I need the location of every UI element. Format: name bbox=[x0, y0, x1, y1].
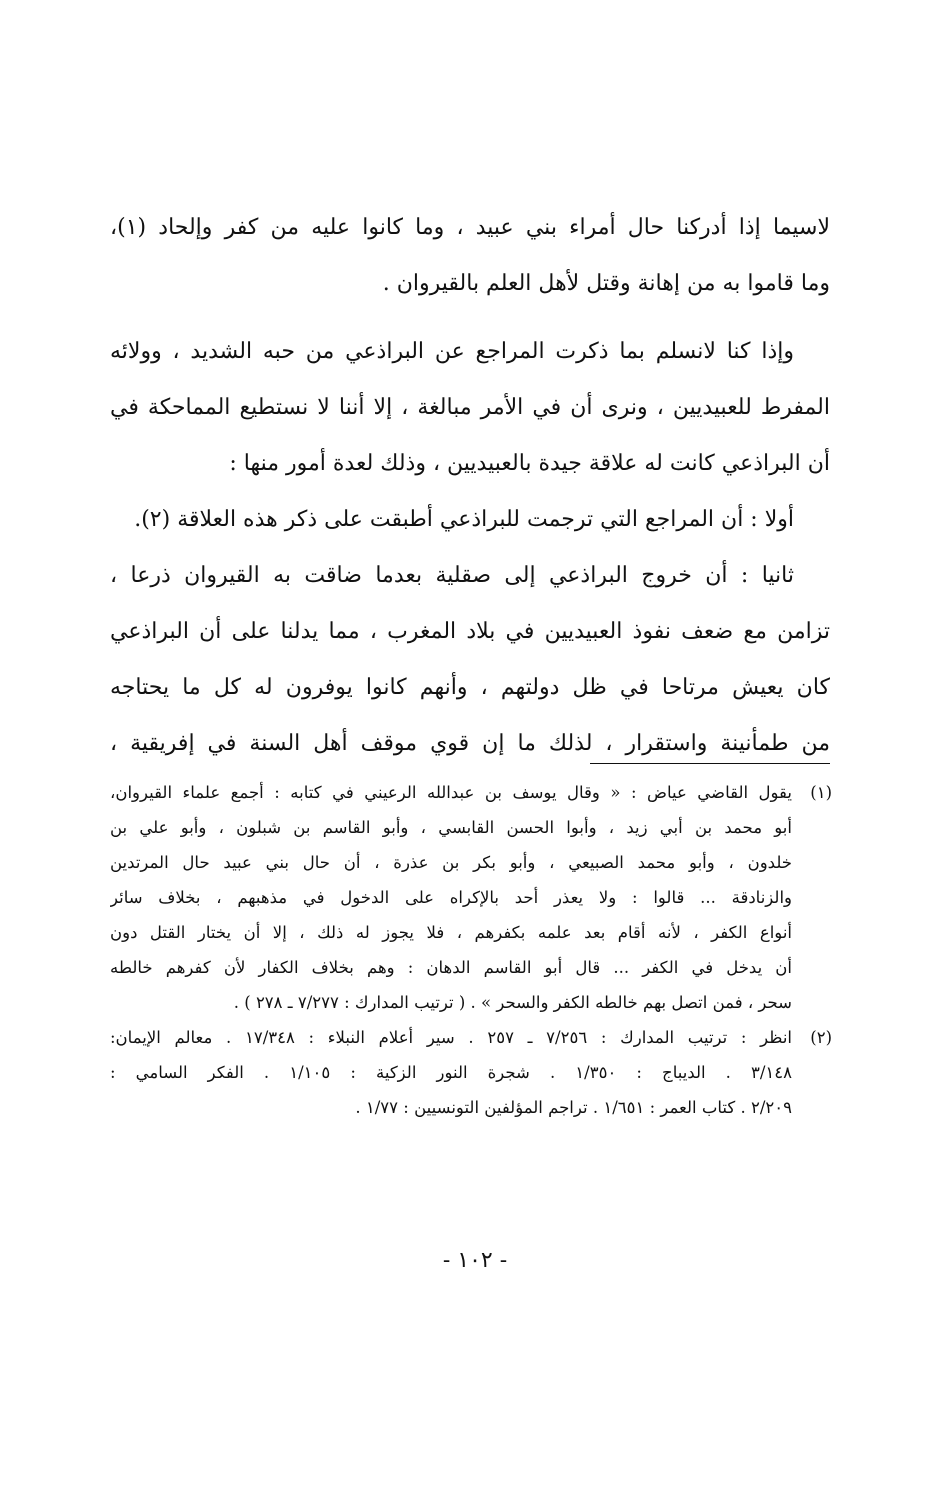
body-line: أولا : أن المراجع التي ترجمت للبراذعي أطبقت على ذكر هذه العلاقة (٢). bbox=[134, 507, 794, 532]
main-text bbox=[110, 200, 830, 772]
footnote-line: خلدون ، وأبو محمد الصبيعي ، وأبو بكر بن عذرة ، أن حال بني عبيد حال المرتدين bbox=[110, 853, 792, 872]
footnote-line: أبو محمد بن أبي زيد ، وأبوا الحسن القابسي ، وأبو القاسم بن شبلون ، وأبو علي بن bbox=[110, 818, 792, 837]
footnote-line bbox=[110, 1020, 832, 1055]
footnote-number: (٢) bbox=[810, 1028, 832, 1047]
footnote-line: سحر ، فمن اتصل بهم خالطه الكفر والسحر » . ( ترتيب المدارك : ٧/٢٧٧ ـ ٢٧٨ ) . bbox=[233, 993, 792, 1012]
body-line: كان يعيش مرتاحا في ظل دولتهم ، وأنهم كانوا يوفرون له كل ما يحتاجه bbox=[110, 675, 830, 700]
footnote-line: والزنادقة ... قالوا : ولا يعذر أحد بالإكراه على الدخول في مذهبهم ، بخلاف سائر bbox=[110, 888, 792, 907]
footnote-text: انظر : ترتيب المدارك : ٧/٢٥٦ ـ ٢٥٧ . سير أعلام النبلاء : ١٧/٣٤٨ . معالم الإيمان: bbox=[110, 1028, 792, 1047]
body-line: تزامن مع ضعف نفوذ العبيديين في بلاد المغرب ، مما يدلنا على أن البراذعي bbox=[110, 619, 830, 644]
body-line: من طمأنينة واستقرار ، لذلك ما إن قوي موقف أهل السنة في إفريقية ، bbox=[110, 731, 830, 756]
footnote-number: (١) bbox=[810, 783, 832, 802]
body-line: وإذا كنا لانسلم بما ذكرت المراجع عن البراذعي من حبه الشديد ، وولائه bbox=[110, 339, 794, 364]
footnote-line: أنواع الكفر ، لأنه أقام بعد علمه بكفرهم ، فلا يجوز له ذلك ، إلا أن يختار القتل دون bbox=[110, 923, 792, 942]
footnote-line: أن يدخل في الكفر ... قال أبو القاسم الدهان : وهم بخلاف الكفار لأن كفرهم خالطه bbox=[110, 958, 792, 977]
body-line: أن البراذعي كانت له علاقة جيدة بالعبيديين ، وذلك لعدة أمور منها : bbox=[229, 451, 830, 476]
footnote-text: يقول القاضي عياض : « وقال يوسف بن عبدالله الرعيني في كتابه : أجمع علماء القيروان، bbox=[110, 783, 792, 802]
footnote-2 bbox=[110, 1020, 832, 1125]
body-line: لاسيما إذا أدركنا حال أمراء بني عبيد ، وما كانوا عليه من كفر وإلحاد (١)، bbox=[110, 215, 830, 240]
footnote-line: ٣/١٤٨ . الديباج : ١/٣٥٠ . شجرة النور الزكية : ١/١٠٥ . الفكر السامي : bbox=[110, 1063, 792, 1082]
paragraph-gap bbox=[110, 312, 830, 324]
footnote-line: ٢/٢٠٩ . كتاب العمر : ١/٦٥١ . تراجم المؤلفين التونسيين : ١/٧٧ . bbox=[355, 1098, 792, 1117]
body-line: وما قاموا به من إهانة وقتل لأهل العلم بالقيروان . bbox=[382, 271, 830, 296]
footnote-1 bbox=[110, 775, 832, 1020]
body-line: المفرط للعبيديين ، ونرى أن في الأمر مبالغة ، إلا أننا لا نستطيع المماحكة في bbox=[110, 395, 830, 420]
page-number: - ١٠٢ - bbox=[442, 1248, 508, 1273]
footnote-separator bbox=[590, 763, 830, 764]
footnote-line bbox=[110, 775, 832, 810]
footnotes bbox=[110, 775, 832, 1125]
body-line: ثانيا : أن خروج البراذعي إلى صقلية بعدما ضاقت به القيروان ذرعا ، bbox=[110, 563, 794, 588]
